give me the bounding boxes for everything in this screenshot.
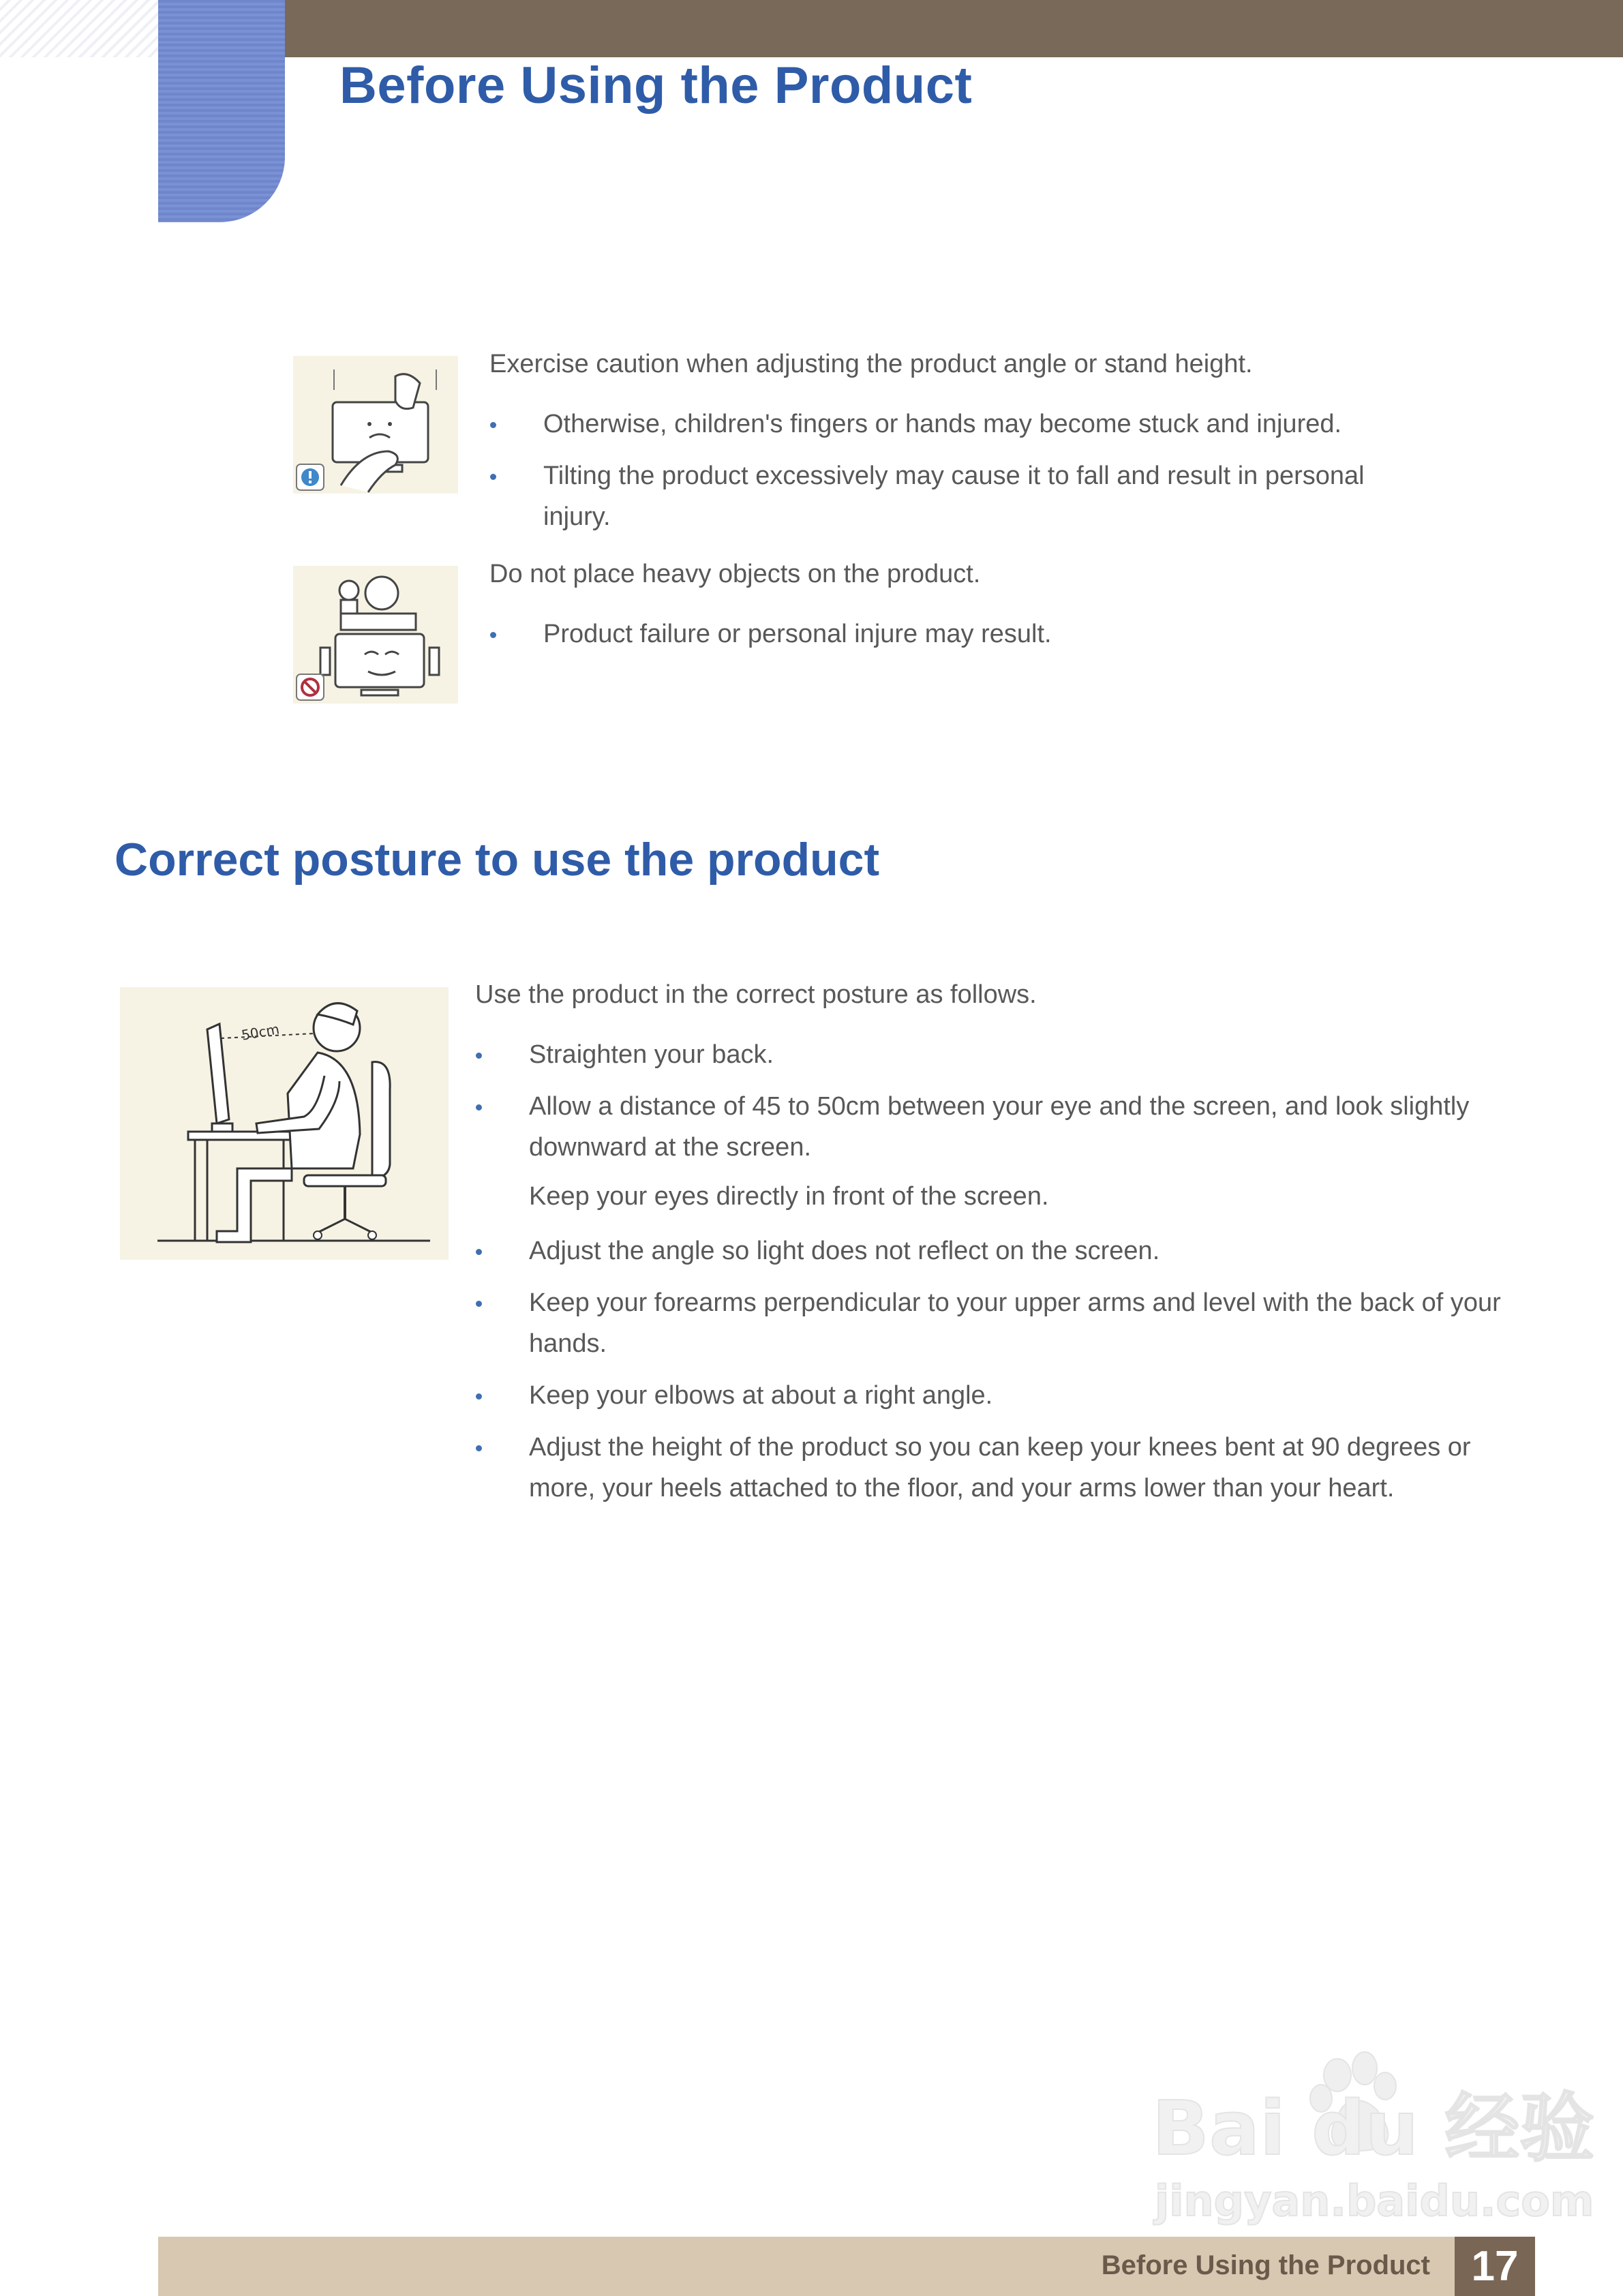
- header-band: [285, 0, 1623, 57]
- caution-1-bullet-2: Tilting the product excessively may cause it to fall and result in personal injury.: [543, 455, 1409, 537]
- page-title: Before Using the Product: [339, 57, 973, 115]
- posture-bullet-3: Adjust the angle so light does not reflect on the screen.: [529, 1230, 1511, 1271]
- page-number: 17: [1455, 2237, 1535, 2296]
- posture-bullet-2: Allow a distance of 45 to 50cm between your eye and the screen, and look slightly downward at the screen.: [529, 1086, 1511, 1168]
- caution-1-intro: Exercise caution when adjusting the product angle or stand height.: [489, 350, 1253, 378]
- header-corner-hatch: [0, 0, 158, 57]
- posture-bullet-6: Adjust the height of the product so you can keep your knees bent at 90 degrees or more, your heels attached to the floor, and your arms lower than your heart.: [529, 1427, 1511, 1509]
- posture-bullet-5: Keep your elbows at about a right angle.: [529, 1375, 1511, 1416]
- watermark-url: jingyan.baidu.com: [1155, 2176, 1594, 2226]
- posture-bullet-4: Keep your forearms perpendicular to your upper arms and level with the back of your hands.: [529, 1282, 1511, 1364]
- footer-chapter-label: Before Using the Product: [1101, 2250, 1430, 2280]
- posture-intro: Use the product in the correct posture as follows.: [475, 980, 1037, 1009]
- section-heading: Correct posture to use the product: [115, 834, 880, 886]
- prohibited-icon: [295, 673, 325, 701]
- caution-2-bullet-1: Product failure or personal injure may result.: [543, 614, 1402, 654]
- watermark-brand: Bai du 经验: [1152, 2085, 1595, 2172]
- caution-icon: [295, 463, 325, 492]
- chapter-tab: [158, 0, 285, 222]
- posture-illustration: [120, 987, 449, 1260]
- distance-label: 50cm: [240, 1021, 281, 1044]
- caution-2-intro: Do not place heavy objects on the product.: [489, 560, 981, 588]
- posture-sub-note: Keep your eyes directly in front of the screen.: [529, 1182, 1049, 1211]
- baidu-watermark: [1145, 2045, 1595, 2236]
- caution-1-bullet-1: Otherwise, children's fingers or hands may become stuck and injured.: [543, 404, 1402, 444]
- posture-bullet-1: Straighten your back.: [529, 1034, 1511, 1075]
